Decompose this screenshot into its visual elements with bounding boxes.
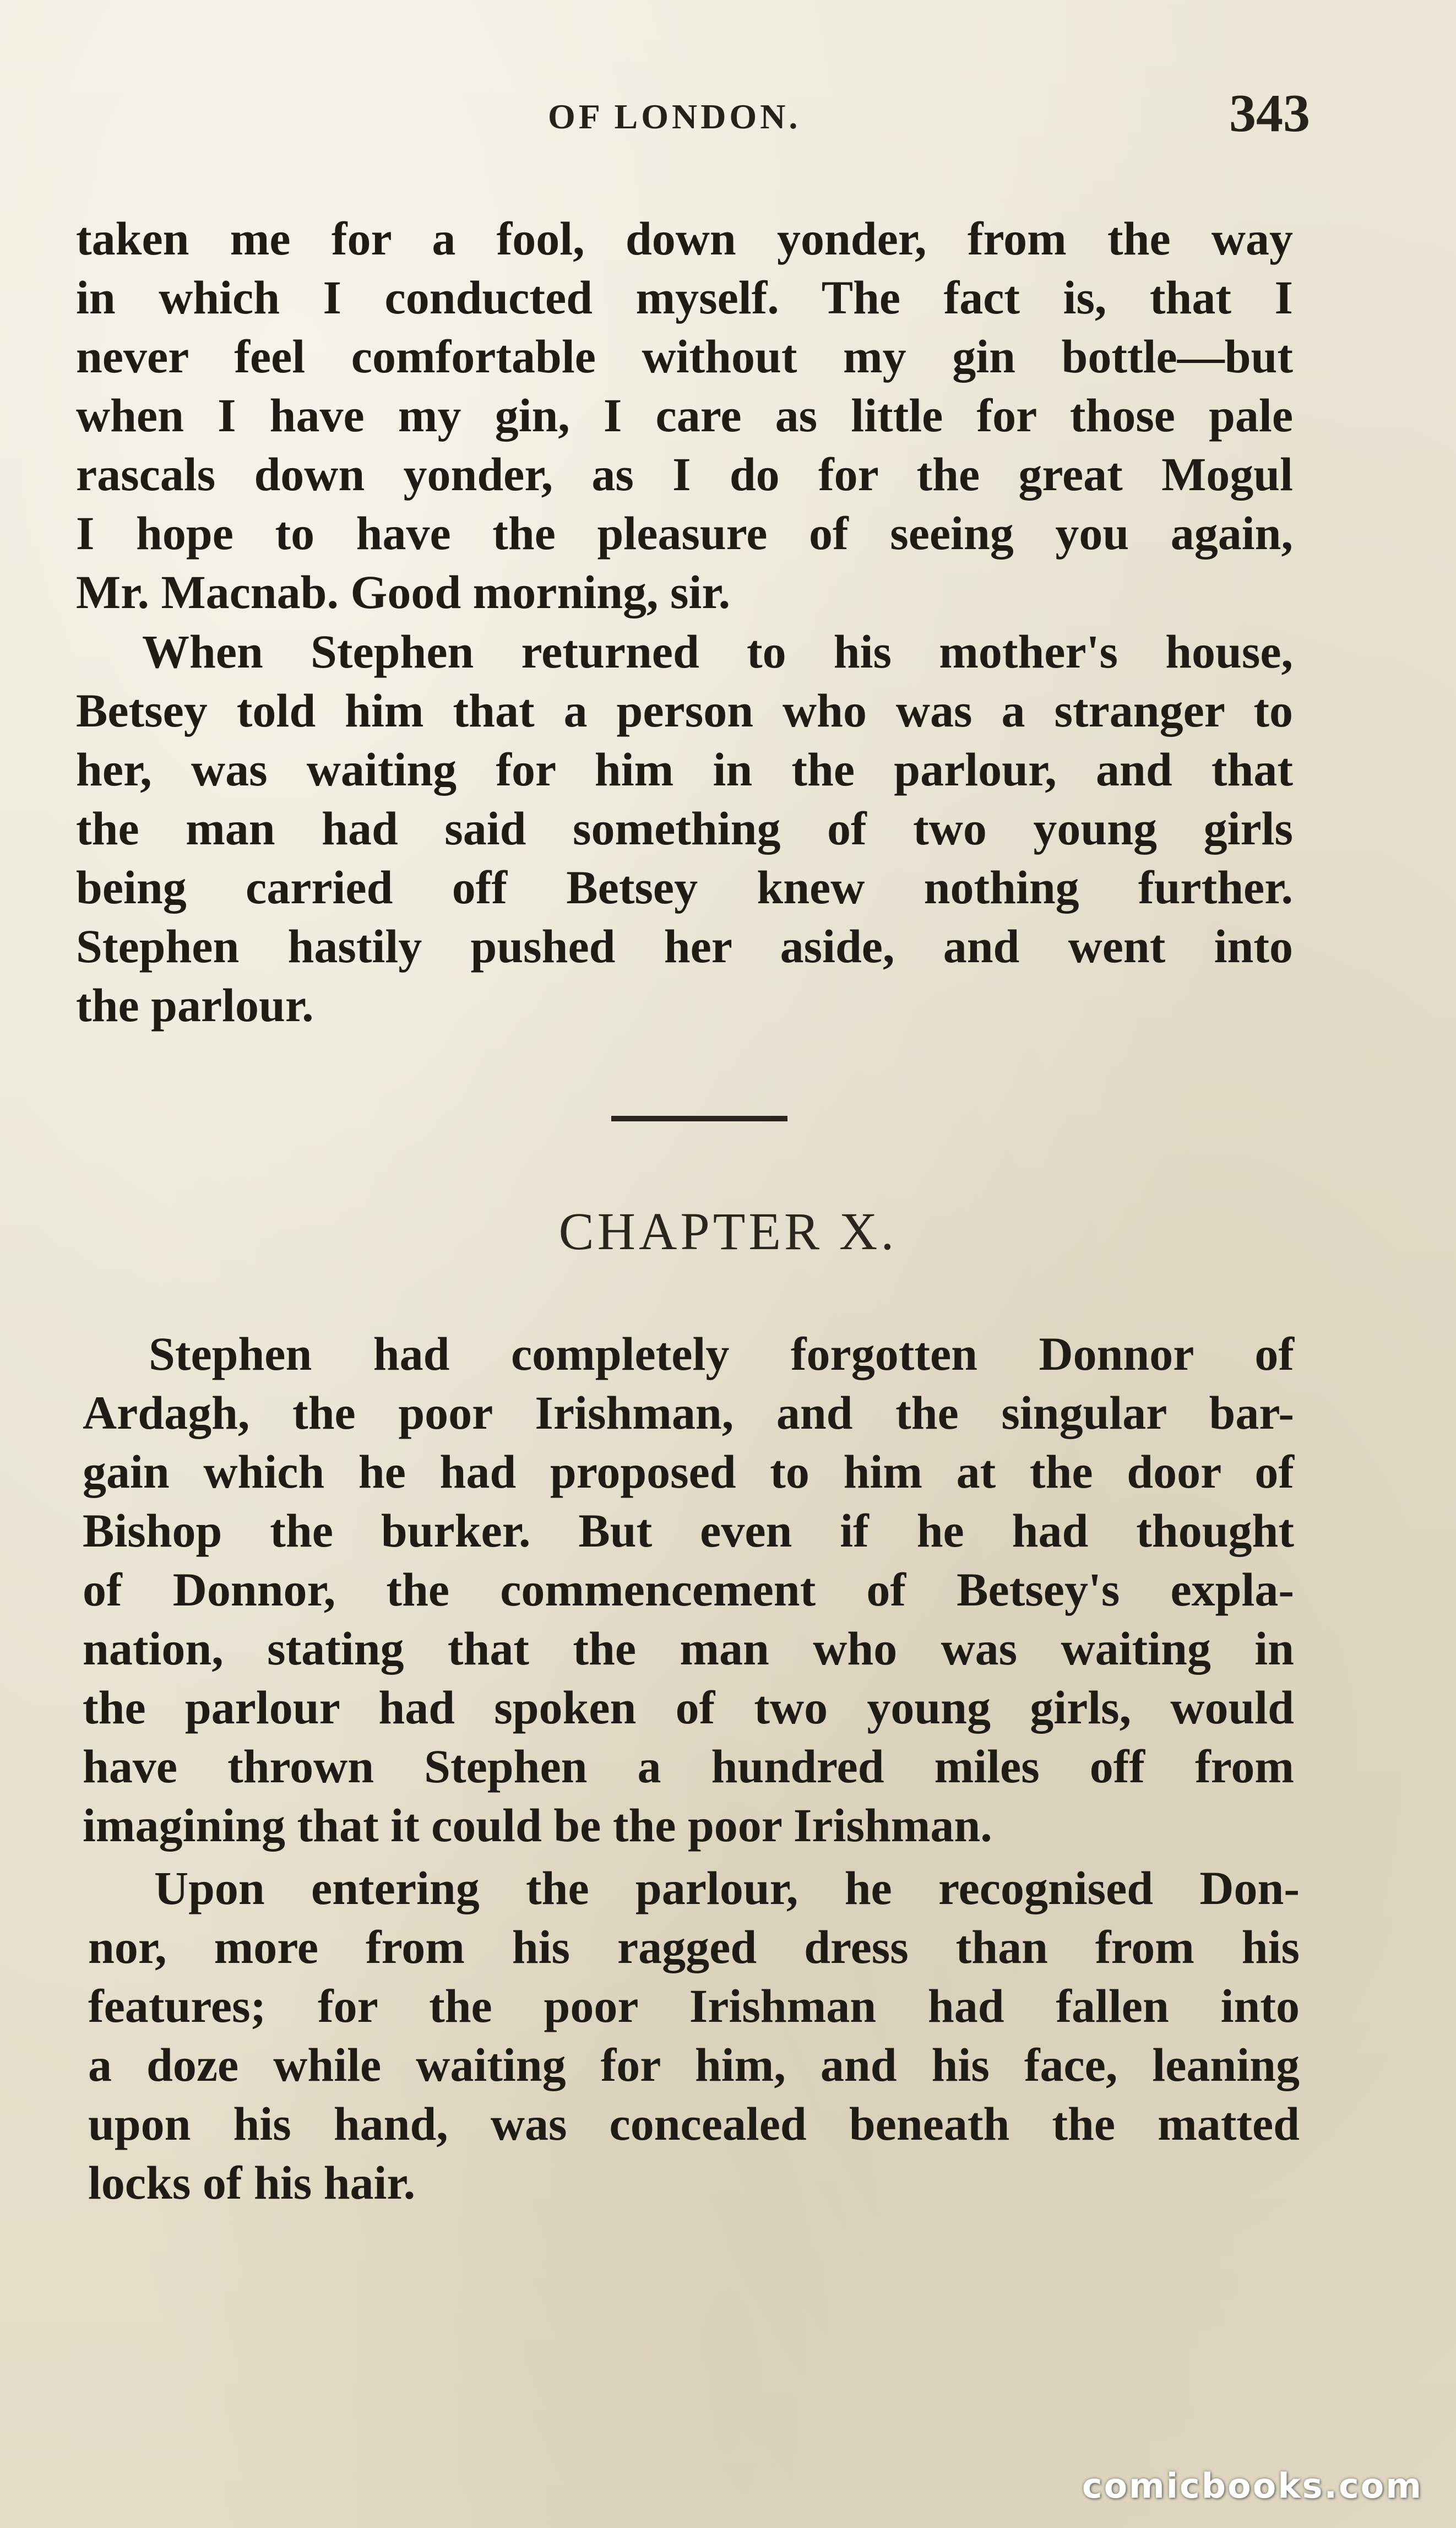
page-number: 343 [1229,84,1310,143]
text-line: the parlour had spoken of two young girls, would [83,1681,1294,1734]
text-line: locks of his hair. [88,2156,416,2209]
paragraph-entering-parlour [88,1859,1300,2212]
text-line: imagining that it could be the poor Irishman. [83,1799,992,1852]
text-line: upon his hand, was concealed beneath the matted [88,2097,1300,2150]
text-line: Mr. Macnab. Good morning, sir. [76,566,731,619]
site-watermark: comicbooks.com [1082,2466,1423,2506]
text-line: her, was waiting for him in the parlour, and that [76,743,1293,796]
text-line: features; for the poor Irishman had fallen into [88,1979,1300,2032]
text-line: being carried off Betsey knew nothing further. [76,861,1293,914]
text-line: Stephen had completely forgotten Donnor of [149,1327,1294,1380]
running-head: OF LONDON. [548,97,801,136]
text-line: in which I conducted myself. The fact is, that I [76,271,1293,324]
section-divider [611,1116,787,1121]
chapter-heading: CHAPTER X. [558,1202,898,1261]
text-line: Stephen hastily pushed her aside, and went into [76,920,1293,973]
text-line: Bishop the burker. But even if he had thought [83,1504,1294,1557]
text-line: When Stephen returned to his mother's house, [142,625,1293,678]
text-line: taken me for a fool, down yonder, from the way [76,212,1293,265]
text-line: gain which he had proposed to him at the door of [83,1445,1294,1498]
text-line: have thrown Stephen a hundred miles off from [83,1740,1294,1793]
text-line: the parlour. [76,979,314,1032]
text-line: Upon entering the parlour, he recognised Don- [154,1862,1300,1914]
text-line: never feel comfortable without my gin bottle—but [76,330,1293,383]
text-line: nation, stating that the man who was waiting in [83,1622,1294,1675]
text-line: when I have my gin, I care as little for those pale [76,389,1293,442]
text-line: Betsey told him that a person who was a stranger to [76,684,1293,737]
text-line: the man had said something of two young girls [76,802,1293,855]
paragraph-continuation [76,209,1293,622]
text-line: I hope to have the pleasure of seeing you again, [76,507,1293,560]
text-line: Ardagh, the poor Irishman, and the singular bar- [83,1386,1294,1439]
text-line: a doze while waiting for him, and his face, leaning [88,2038,1300,2091]
text-line: nor, more from his ragged dress than from his [88,1921,1300,1973]
text-line: rascals down yonder, as I do for the great Mogul [76,448,1293,501]
text-line: of Donnor, the commencement of Betsey's expla- [83,1563,1294,1616]
paragraph-stephen-returned [76,622,1293,1035]
paragraph-chapter-opening [83,1325,1294,1855]
